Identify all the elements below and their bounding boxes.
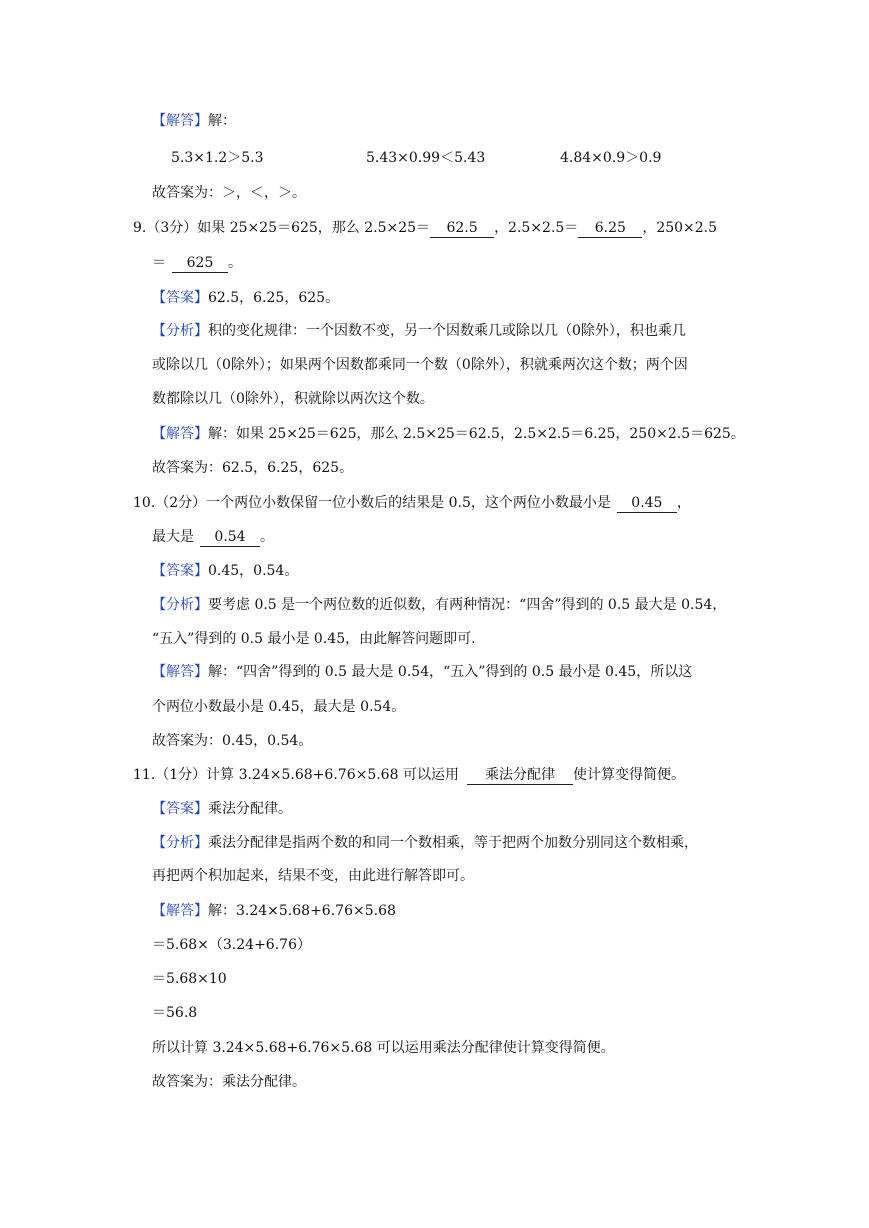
q11-blank-1: 乘法分配律 (467, 766, 573, 785)
q9-answer (152, 288, 339, 308)
solution-tag: 【解答】 (152, 664, 208, 680)
q9-question-line1 (133, 218, 717, 238)
analysis-tag: 【分析】 (152, 323, 208, 339)
q8-solution-label: 解： (208, 113, 236, 129)
solution-tag: 【解答】 (152, 903, 208, 919)
q9-analysis-line3: 数都除以几（0除外），积就除以两次这个数。 (152, 391, 434, 407)
q10-solution-text-1: 解：“四舍”得到的 0.5 最大是 0.54，“五入”得到的 0.5 最小是 0.45，所以这 (208, 664, 693, 680)
q10-blank-1: 0.45 (617, 494, 677, 513)
q9-blank-1: 62.5 (430, 219, 494, 238)
q10-blank-2: 0.54 (200, 528, 260, 547)
q9-solution (152, 424, 745, 444)
q11-analysis-text-1: 乘法分配律是指两个数的和同一个数相乘，等于把两个加数分别同这个数相乘， (208, 835, 698, 851)
q10-end-1: ， (676, 495, 691, 511)
q10-analysis-line1 (152, 595, 726, 615)
analysis-tag: 【分析】 (152, 597, 208, 613)
q9-mid-1: ，2.5×2.5＝ (494, 220, 579, 236)
q9-blank-3: 625 (172, 254, 228, 273)
q10-solution-line2: 个两位小数最小是 0.45，最大是 0.54。 (152, 699, 406, 715)
solution-tag: 【解答】 (152, 426, 208, 442)
q10-solution-line1 (152, 662, 692, 682)
q11-step-3: ＝56.8 (152, 1005, 198, 1021)
q10-analysis-line2: “五入”得到的 0.5 最小是 0.45，由此解答问题即可. (152, 631, 476, 647)
q11-answer (152, 799, 292, 819)
q9-answer-text: 62.5，6.25，625。 (208, 290, 340, 306)
answer-tag: 【答案】 (152, 801, 208, 817)
q11-question-line1 (133, 765, 685, 785)
q11-step-2: ＝5.68×10 (152, 971, 227, 987)
q8-solution-line (152, 111, 236, 131)
q10-prefix: 10.（2分）一个两位小数保留一位小数后的结果是 0.5，这个两位小数最小是 (133, 495, 611, 511)
q9-eq: ＝ (152, 255, 166, 271)
q8-final: 故答案为：＞，＜，＞。 (152, 185, 306, 201)
q10-question-line1 (133, 493, 691, 513)
q9-analysis-line1 (152, 321, 686, 341)
q11-conclusion: 所以计算 3.24×5.68+6.76×5.68 可以运用乘法分配律使计算变得简便。 (152, 1040, 615, 1056)
q11-analysis-line2: 再把两个积加起来，结果不变，由此进行解答即可。 (152, 868, 474, 884)
q11-final: 故答案为：乘法分配律。 (152, 1074, 306, 1090)
q11-step-1: ＝5.68×（3.24+6.76） (152, 937, 311, 953)
q9-prefix: 9.（3分）如果 25×25＝625，那么 2.5×25＝ (133, 220, 431, 236)
q11-solution (152, 901, 396, 921)
q9-analysis-line2: 或除以几（0除外）；如果两个因数都乘同一个数（0除外），积就乘两次这个数；两个因 (152, 357, 688, 373)
q10-end-2: 。 (260, 529, 274, 545)
q8-calc-1: 5.3×1.2＞5.3 (171, 150, 264, 166)
analysis-tag: 【分析】 (152, 835, 208, 851)
q10-answer-text: 0.45，0.54。 (208, 563, 299, 579)
q10-analysis-text-1: 要考虑 0.5 是一个两位数的近似数，有两种情况：“四舍”得到的 0.5 最大是 0.54， (208, 597, 727, 613)
q9-mid-2: ，250×2.5 (642, 220, 718, 236)
q10-final: 故答案为：0.45，0.54。 (152, 733, 313, 749)
answer-tag: 【答案】 (152, 290, 208, 306)
q11-prefix: 11.（1分）计算 3.24×5.68+6.76×5.68 可以运用 (133, 767, 459, 783)
q9-solution-text: 解：如果 25×25＝625，那么 2.5×25＝62.5，2.5×2.5＝6.25，250×2.5＝625。 (208, 426, 745, 442)
solution-tag: 【解答】 (152, 113, 208, 129)
answer-tag: 【答案】 (152, 563, 208, 579)
q9-final: 故答案为：62.5，6.25，625。 (152, 460, 354, 476)
q9-blank-2: 6.25 (578, 219, 642, 238)
q10-question-line2 (152, 527, 274, 547)
q8-calc-2: 5.43×0.99＜5.43 (366, 150, 486, 166)
q8-calc-3: 4.84×0.9＞0.9 (560, 150, 662, 166)
q11-end: 使计算变得简便。 (572, 767, 685, 783)
q11-answer-text: 乘法分配律。 (208, 801, 292, 817)
q10-prefix-2: 最大是 (152, 529, 194, 545)
q9-question-line2 (152, 253, 242, 273)
q9-end: 。 (228, 255, 242, 271)
q11-analysis-line1 (152, 833, 698, 853)
q10-answer (152, 561, 298, 581)
q11-solution-text: 解：3.24×5.68+6.76×5.68 (208, 903, 396, 919)
q9-analysis-text-1: 积的变化规律：一个因数不变，另一个因数乘几或除以几（0除外），积也乘几 (208, 323, 686, 339)
